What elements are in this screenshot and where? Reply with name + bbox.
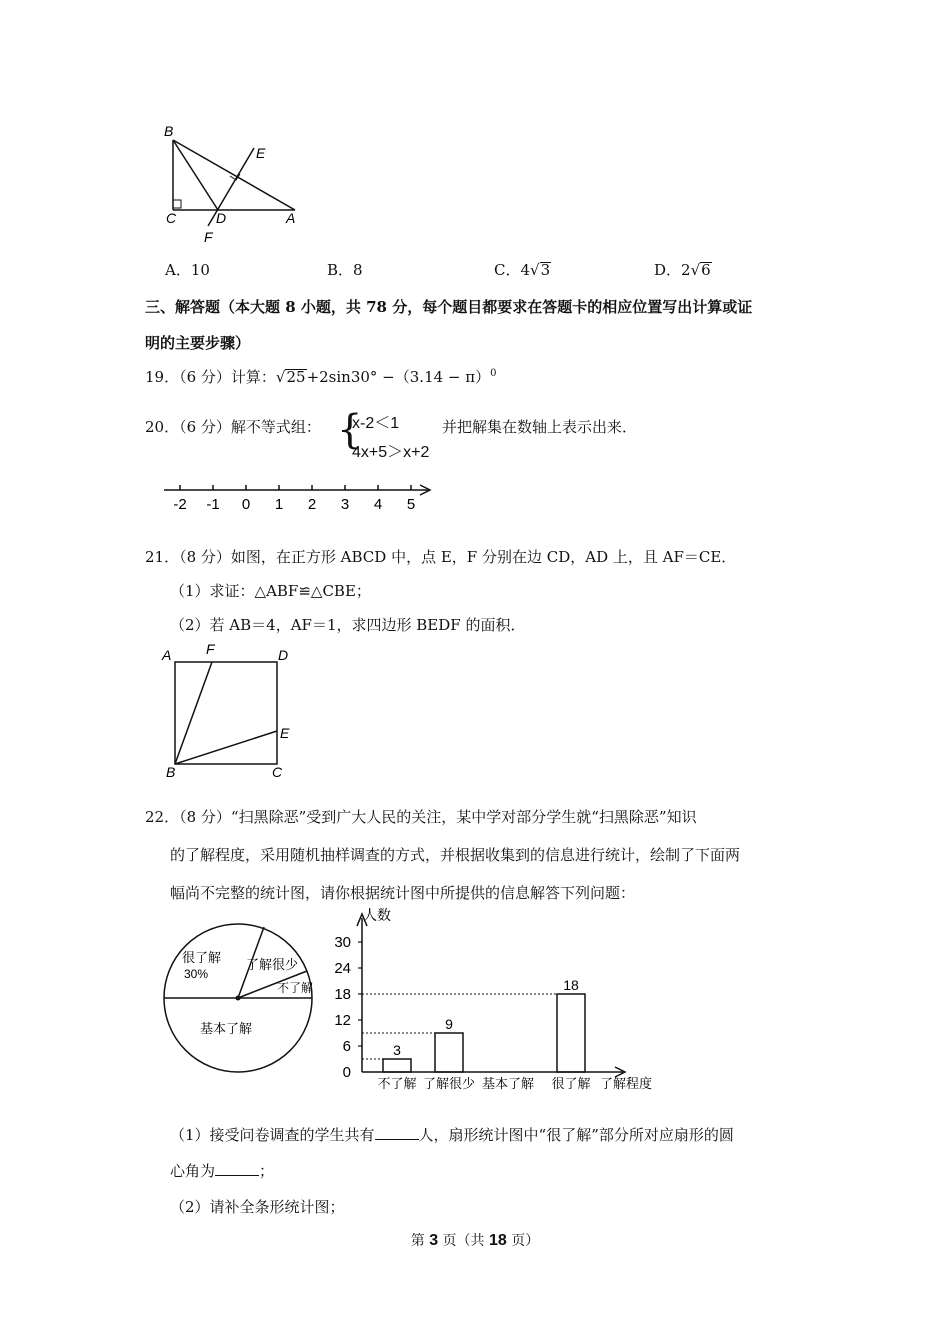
bar-value-label: 9 — [445, 1016, 453, 1032]
bar-chart — [325, 900, 665, 1095]
q21-figure — [160, 640, 300, 782]
bar — [435, 1033, 463, 1072]
sq-label-F: F — [206, 641, 215, 657]
sq-label-E: E — [280, 725, 290, 741]
bar — [557, 994, 585, 1072]
number-line-label: -1 — [206, 496, 220, 513]
bar-ylabel: 人数 — [363, 907, 391, 923]
option-d: D．2√6 — [654, 261, 711, 279]
number-line-label: 1 — [274, 496, 284, 513]
sq-label-D: D — [278, 647, 289, 663]
q20-prompt: 20．（6 分）解不等式组： — [145, 418, 321, 436]
section3-line1: 三、解答题（本大题 8 小题，共 78 分，每个题目都要求在答题卡的相应位置写出计算或证 — [145, 298, 753, 316]
q21-stem: 21．（8 分）如图，在正方形 ABCD 中，点 E，F 分别在边 CD，AD 上，且 AF＝CE． — [145, 548, 737, 566]
pie-label-none: 不了解 — [277, 981, 314, 995]
q22-line2: 的了解程度，采用随机抽样调查的方式，并根据收集到的信息进行统计，绘制了下面两 — [170, 846, 741, 864]
q22-part1: （1）接受问卷调查的学生共有 人，扇形统计图中“很了解”部分所对应扇形的圆 — [170, 1126, 734, 1144]
bar-ytick-label: 0 — [342, 1064, 351, 1081]
pie-label-little: 了解很少 — [246, 957, 299, 972]
page-footer: 第 3 页（共 18 页） — [410, 1232, 540, 1249]
bar-ytick-label: 6 — [342, 1038, 351, 1055]
q21-part2: （2）若 AB＝4，AF＝1，求四边形 BEDF 的面积． — [170, 616, 526, 634]
bar-xlabel: 了解程度 — [600, 1076, 653, 1091]
pie-label-basic: 基本了解 — [200, 1021, 253, 1036]
q18-figure — [160, 118, 310, 248]
option-a: A．10 — [165, 261, 210, 279]
q20-tail: 并把解集在数轴上表示出来． — [442, 418, 638, 436]
bar-ytick-label: 30 — [334, 934, 351, 951]
bar-category-label: 很了解 — [551, 1076, 591, 1091]
number-line-label: 2 — [307, 496, 317, 513]
sq-label-C: C — [272, 764, 283, 780]
answer-blank-total[interactable] — [375, 1125, 419, 1140]
pie-label-very: 很了解 — [182, 950, 222, 965]
label-E: E — [256, 145, 266, 161]
answer-blank-angle[interactable] — [215, 1161, 259, 1176]
option-b: B．8 — [327, 261, 363, 279]
option-c: C．4√3 — [494, 261, 551, 279]
bar-value-label: 18 — [563, 977, 579, 993]
number-line-label: 5 — [406, 496, 416, 513]
pie-chart — [160, 918, 320, 1078]
q22-line3: 幅尚不完整的统计图，请你根据统计图中所提供的信息解答下列问题： — [170, 884, 636, 902]
bar-category-label: 基本了解 — [481, 1076, 535, 1091]
label-B: B — [164, 123, 174, 139]
q22-line1: 22．（8 分）“扫黑除恶”受到广大人民的关注，某中学对部分学生就“扫黑除恶”知识 — [145, 808, 697, 826]
q20-ineq2: 4x+5＞x+2 — [352, 444, 430, 461]
q21-part1: （1）求证：△ABF≌△CBE； — [170, 582, 371, 600]
q22-part2: （2）请补全条形统计图； — [170, 1198, 345, 1216]
bar-ytick-label: 18 — [334, 986, 351, 1003]
label-D: D — [216, 210, 227, 226]
label-C: C — [166, 210, 177, 226]
q20-ineq1: x-2＜1 — [352, 415, 400, 432]
label-F: F — [204, 229, 213, 245]
q20-brace: { — [337, 407, 363, 453]
number-line-label: -2 — [173, 496, 187, 513]
sq-label-B: B — [166, 764, 176, 780]
number-line — [160, 478, 440, 518]
pie-label-very-pct: 30% — [184, 967, 209, 981]
label-A: A — [286, 210, 296, 226]
section3-line2: 明的主要步骤） — [145, 334, 251, 352]
q22-part1-cont: 心角为 ； — [170, 1162, 275, 1180]
bar-category-label: 不了解 — [377, 1076, 417, 1091]
number-line-label: 3 — [340, 496, 350, 513]
bar-ytick-label: 24 — [334, 960, 351, 977]
bar-category-label: 了解很少 — [422, 1076, 476, 1091]
number-line-label: 4 — [373, 496, 383, 513]
bar-ytick-label: 12 — [334, 1012, 351, 1029]
bar — [383, 1059, 411, 1072]
q19: 19．（6 分）计算：$√25+2\sin 30^\circ -(3.14 - \pi)^0$ — [145, 368, 497, 386]
number-line-label: 0 — [241, 496, 251, 513]
sq-label-A: A — [162, 647, 172, 663]
bar-value-label: 3 — [393, 1042, 401, 1058]
